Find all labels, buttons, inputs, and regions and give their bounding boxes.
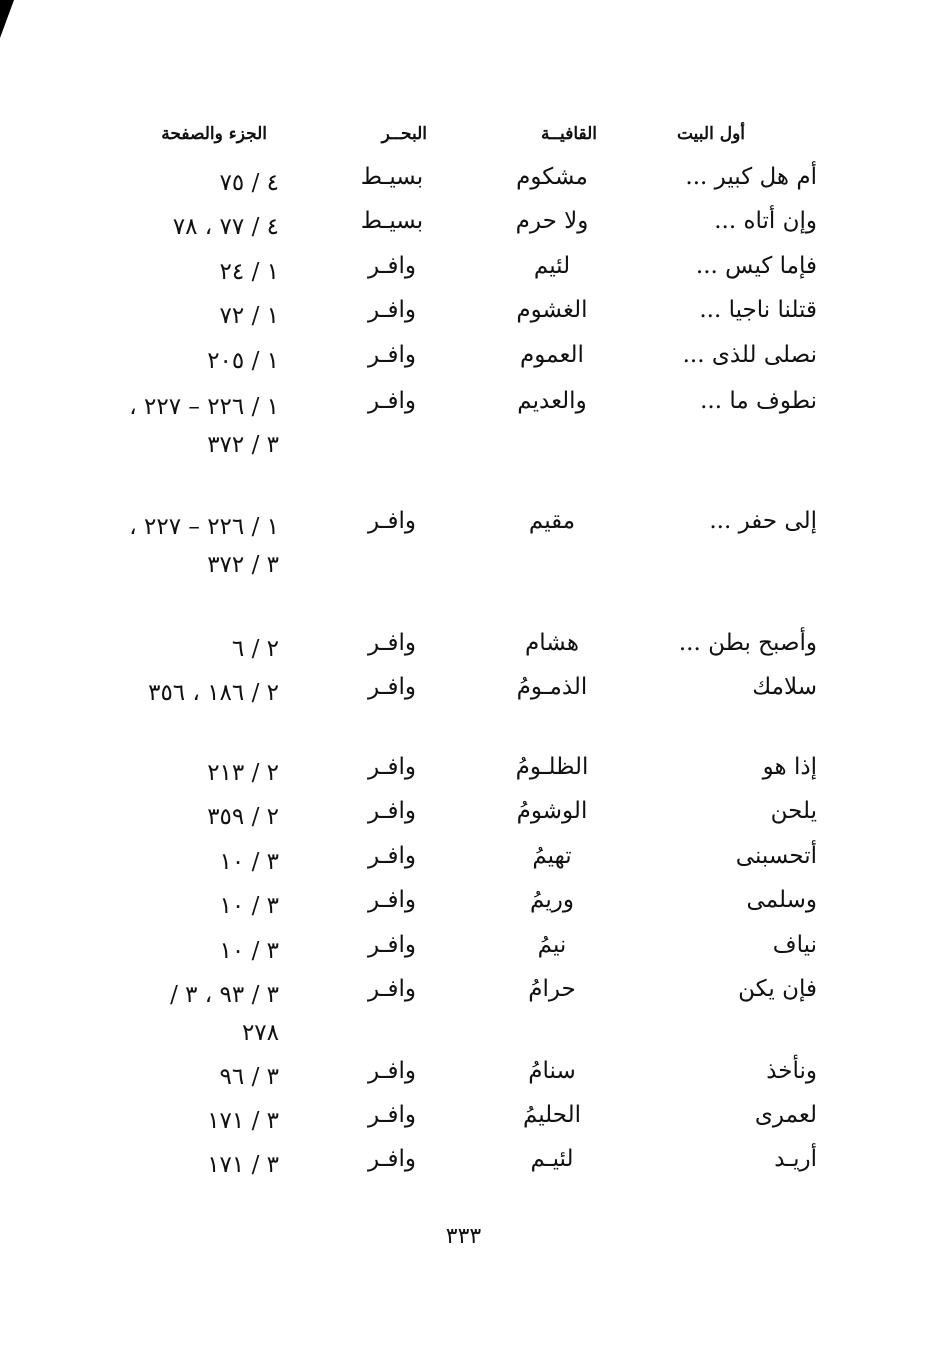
page-number: ٣٣٣ — [445, 1224, 482, 1249]
row-rhyme: الظلـومُ — [515, 754, 589, 780]
row-first-verse: سلامك — [752, 674, 817, 700]
row-first-verse: أتحسبنى — [735, 843, 817, 869]
row-volume-page: ١ / ٢٢٦ – ٢٢٧ ، ٣ / ٣٧٢ — [129, 394, 279, 458]
row-first-verse: وأصبح بطن ... — [678, 630, 817, 656]
row-volume-page: ٢ / ١٨٦ ، ٣٥٦ — [148, 680, 279, 706]
row-first-verse: إلى حفر ... — [709, 508, 817, 534]
row-volume-page: ١ / ٧٢ — [219, 303, 279, 329]
header-first-verse: أول البيت — [676, 124, 745, 144]
row-meter: وافـر — [368, 297, 416, 323]
row-volume-page: ٣ / ١٧١ — [207, 1152, 279, 1178]
row-meter: وافـر — [368, 1058, 416, 1084]
row-first-verse: فإما كيس ... — [695, 253, 817, 279]
row-rhyme: لئيم — [533, 253, 571, 279]
row-meter: بسيـط — [360, 164, 424, 190]
row-meter: وافـر — [368, 674, 416, 700]
row-meter: وافـر — [368, 754, 416, 780]
row-volume-page: ٤ / ٧٥ — [219, 170, 279, 196]
row-first-verse: إذا هو — [762, 754, 817, 780]
row-rhyme: ولا حرم — [515, 208, 589, 234]
corner-mark — [0, 0, 14, 38]
row-first-verse: نياف — [772, 932, 817, 958]
row-meter: بسيـط — [360, 208, 424, 234]
row-rhyme: الغشوم — [516, 297, 588, 323]
header-rhyme: القافيــة — [540, 124, 597, 144]
row-rhyme: نيمُ — [537, 932, 567, 958]
row-volume-page: ٣ / ١٠ — [219, 849, 279, 875]
row-volume-page: ٣ / ٩٦ — [219, 1064, 279, 1090]
row-rhyme: مقيم — [528, 508, 576, 534]
row-rhyme: حرامُ — [528, 976, 576, 1002]
row-meter: وافـر — [368, 976, 416, 1002]
row-meter: وافـر — [368, 1146, 416, 1172]
row-rhyme: والعديم — [517, 388, 587, 414]
row-first-verse: فإن يكن — [738, 976, 817, 1002]
row-first-verse: يلحن — [770, 798, 817, 824]
row-volume-page: ٢ / ٢١٣ — [207, 760, 279, 786]
row-volume-page: ٣ / ١٧١ — [207, 1108, 279, 1134]
row-meter: وافـر — [368, 932, 416, 958]
header-meter: البحــر — [381, 124, 427, 144]
row-rhyme: مشكوم — [516, 164, 588, 190]
row-rhyme: الذمـومُ — [516, 674, 588, 700]
row-first-verse: لعمرى — [754, 1102, 817, 1128]
row-volume-page: ٤ / ٧٧ ، ٧٨ — [172, 214, 279, 240]
row-meter: وافـر — [368, 508, 416, 534]
row-volume-page: ١ / ٢٤ — [219, 259, 279, 285]
row-volume-page: ٣ / ٩٣ ، ٣ / ٢٧٨ — [170, 982, 279, 1046]
row-first-verse: نصلى للذى ... — [682, 342, 817, 368]
row-first-verse: وسلمى — [746, 887, 817, 913]
row-meter: وافـر — [368, 843, 416, 869]
row-first-verse: أم هل كبير ... — [685, 164, 817, 190]
row-rhyme: هشام — [525, 630, 579, 656]
row-rhyme: وريمُ — [530, 887, 574, 913]
row-meter: وافـر — [368, 1102, 416, 1128]
row-volume-page: ٣ / ١٠ — [219, 938, 279, 964]
header-volume-page: الجزء والصفحة — [161, 124, 267, 144]
row-rhyme: لئيـم — [530, 1146, 574, 1172]
row-meter: وافـر — [368, 342, 416, 368]
row-meter: وافـر — [368, 630, 416, 656]
row-rhyme: الوشومُ — [516, 798, 588, 824]
row-rhyme: سنامُ — [528, 1058, 576, 1084]
row-meter: وافـر — [368, 388, 416, 414]
row-rhyme: العموم — [520, 342, 584, 368]
row-rhyme: تهيمُ — [532, 843, 572, 869]
row-volume-page: ١ / ٢٠٥ — [207, 348, 279, 374]
row-volume-page: ٢ / ٣٥٩ — [207, 804, 279, 830]
row-meter: وافـر — [368, 798, 416, 824]
row-first-verse: قتلنا ناجيا ... — [699, 297, 817, 323]
row-meter: وافـر — [368, 253, 416, 279]
row-first-verse: نطوف ما ... — [700, 388, 817, 414]
row-rhyme: الحليمُ — [522, 1102, 582, 1128]
row-first-verse: ونأخذ — [766, 1058, 817, 1084]
row-volume-page: ١ / ٢٢٦ – ٢٢٧ ، ٣ / ٣٧٢ — [129, 514, 279, 578]
row-first-verse: وإن أتاه ... — [714, 208, 817, 234]
row-meter: وافـر — [368, 887, 416, 913]
row-volume-page: ٢ / ٦ — [231, 636, 279, 662]
row-volume-page: ٣ / ١٠ — [219, 893, 279, 919]
row-first-verse: أريـد — [774, 1146, 817, 1172]
